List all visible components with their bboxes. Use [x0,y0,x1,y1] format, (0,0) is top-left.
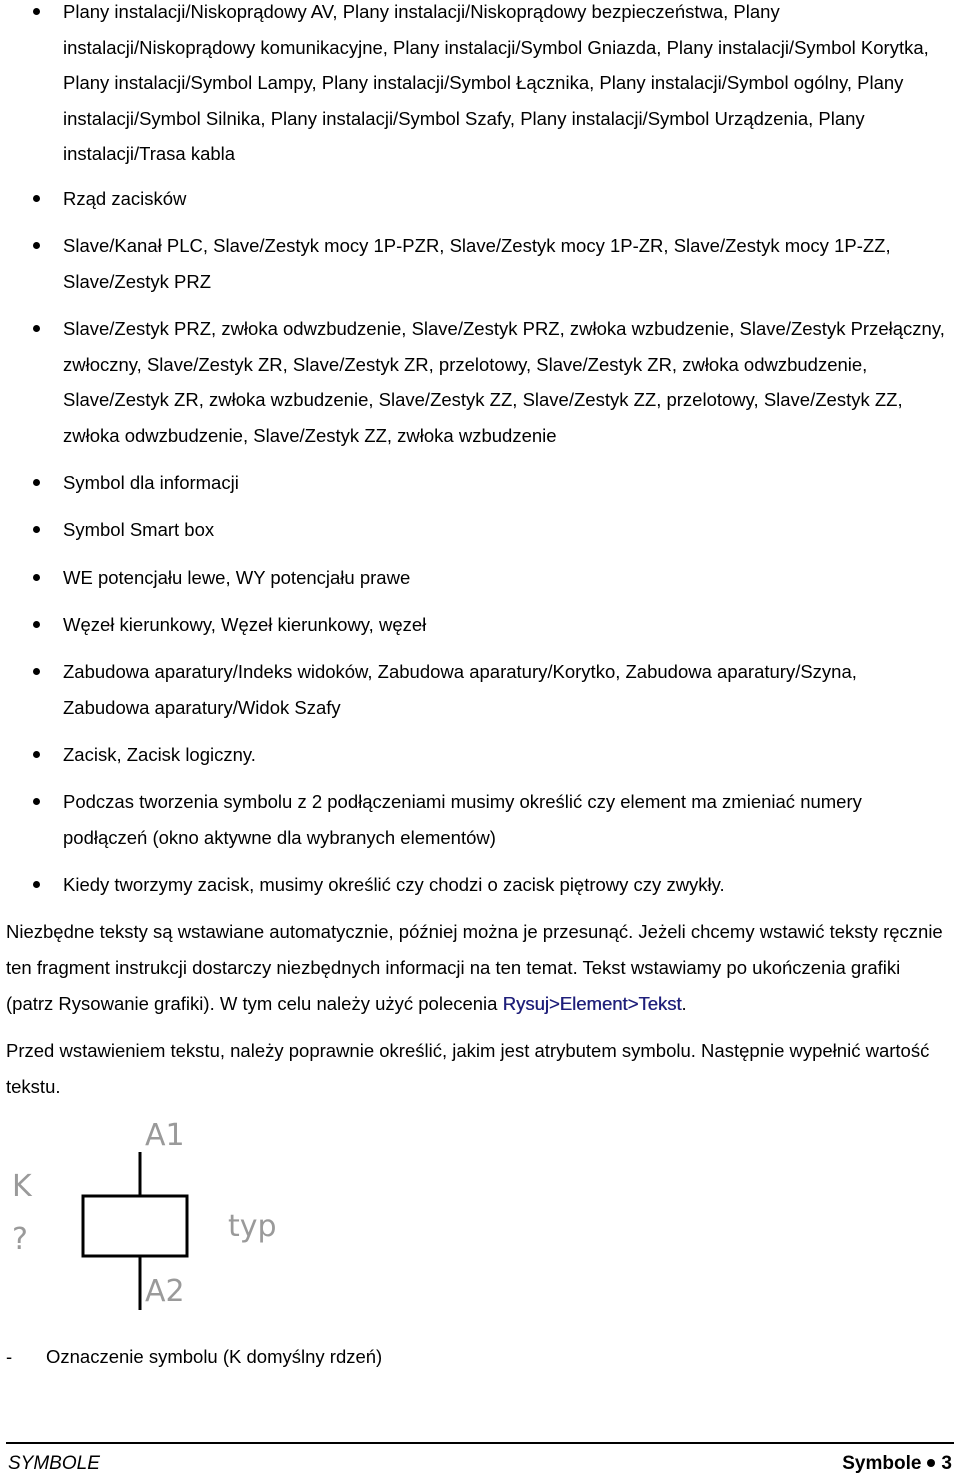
paragraph-text: Niezbędne teksty są wstawiane automatycznie, później można je przesunąć. Jeżeli chcemy wstawić teksty ręcznie ten fragment instrukcji dostarczy niezbędnych informacji na ten temat. Tekst wstawiamy po ukończenia grafiki (patrz Rysowanie grafiki). W tym celu należy użyć polecenia [6,921,943,1014]
label-a2: A2 [145,1274,185,1309]
label-typ: typ [228,1209,277,1244]
bullet-item-zacisk-pietrowy [0,867,960,903]
footer-section-title: SYMBOLE [8,1453,100,1474]
bullet-item-slave-zestyk [0,311,960,453]
bullet-item-symbol-informacji [0,465,960,501]
bullet-text: Podczas tworzenia symbolu z 2 podłączeniami musimy określić czy element ma zmieniać numery podłączeń (okno aktywne dla wybranych elementów) [63,791,862,848]
coil-box [83,1196,187,1256]
bullet-text: Symbol dla informacji [63,472,239,493]
bullet-item-potencjal [0,560,960,596]
footer-chapter: Symbole [842,1453,922,1474]
bullet-text: WE potencjału lewe, WY potencjału prawe [63,567,411,588]
bullet-text: Symbol Smart box [63,519,215,540]
symbol-description-text: Oznaczenie symbolu (K domyślny rdzeń) [46,1346,383,1367]
bullet-item-smart-box [0,512,960,548]
symbol-figure [0,1112,300,1322]
command-rysuj-element-tekst: Rysuj>Element>Tekst [502,993,682,1014]
bullet-text: Węzeł kierunkowy, Węzeł kierunkowy, węzeł [63,614,427,635]
footer-page-info [842,1450,952,1478]
paragraph-text-end: . [681,993,687,1014]
bullet-text: Slave/Kanał PLC, Slave/Zestyk mocy 1P-PZR, Slave/Zestyk mocy 1P-ZR, Slave/Zestyk mocy 1P-ZZ, Slave/Zestyk PRZ [63,235,891,292]
paragraph-text: Przed wstawieniem tekstu, należy poprawnie określić, jakim jest atrybutem symbolu. Następnie wypełnić wartość tekstu. [6,1040,930,1097]
label-k: K [12,1169,32,1204]
footer-dot [927,1459,935,1467]
bullet-item-slave-kanal [0,228,960,299]
bullet-text: Plany instalacji/Niskoprądowy AV, Plany instalacji/Niskoprądowy bezpieczeństwa, Plany instalacji/Niskoprądowy komunikacyjne, Plany instalacji/Symbol Gniazda, Plany instalacji/Symbol Korytka, Plany instalacji/Symbol Lampy, Plany instalacji/Symbol Łącznika, Plany instalacji/Symbol ogólny, Plany instalacji/Symbol Silnika, Plany instalacji/Symbol Szafy, Plany instalacji/Symbol Urządzenia, Plany instalacji/Trasa kabla [63,1,929,164]
bullet-text: Zacisk, Zacisk logiczny. [63,744,256,765]
footer-divider [6,1442,954,1444]
dash-marker: - [6,1346,13,1367]
bullet-text: Kiedy tworzymy zacisk, musimy określić czy chodzi o zacisk piętrowy czy zwykły. [63,874,725,895]
bullet-item-zabudowa [0,654,960,725]
bullet-item-rzad-zaciskow [0,181,960,217]
paragraph-atrybut [6,1033,950,1105]
label-question: ? [12,1222,28,1257]
label-a1: A1 [145,1118,185,1153]
bullet-text: Rząd zacisków [63,188,187,209]
bullet-item-wezel [0,607,960,643]
bullet-text: Zabudowa aparatury/Indeks widoków, Zabudowa aparatury/Korytko, Zabudowa aparatury/Szyna, Zabudowa aparatury/Widok Szafy [63,661,857,718]
bullet-text: Slave/Zestyk PRZ, zwłoka odwzbudzenie, Slave/Zestyk PRZ, zwłoka wzbudzenie, Slave/Zestyk Przełączny, zwłoczny, Slave/Zestyk ZR, Slave/Zestyk ZR, przelotowy, Slave/Zestyk ZR, zwłoka odwzbudzenie, Slave/Zestyk ZR, zwłoka wzbudzenie, Slave/Zestyk ZZ, Slave/Zestyk ZZ, przelotowy, Slave/Zestyk ZZ, zwłoka odwzbudzenie, Slave/Zestyk ZZ, zwłoka wzbudzenie [63,318,945,446]
paragraph-teksty [6,914,950,1022]
bullet-item-podlaczenia [0,784,960,855]
bullet-item-zacisk [0,737,960,773]
bullet-item-plany-instalacji [0,0,960,172]
coil-symbol-drawing [0,1112,300,1322]
footer-page-number: 3 [941,1453,952,1474]
